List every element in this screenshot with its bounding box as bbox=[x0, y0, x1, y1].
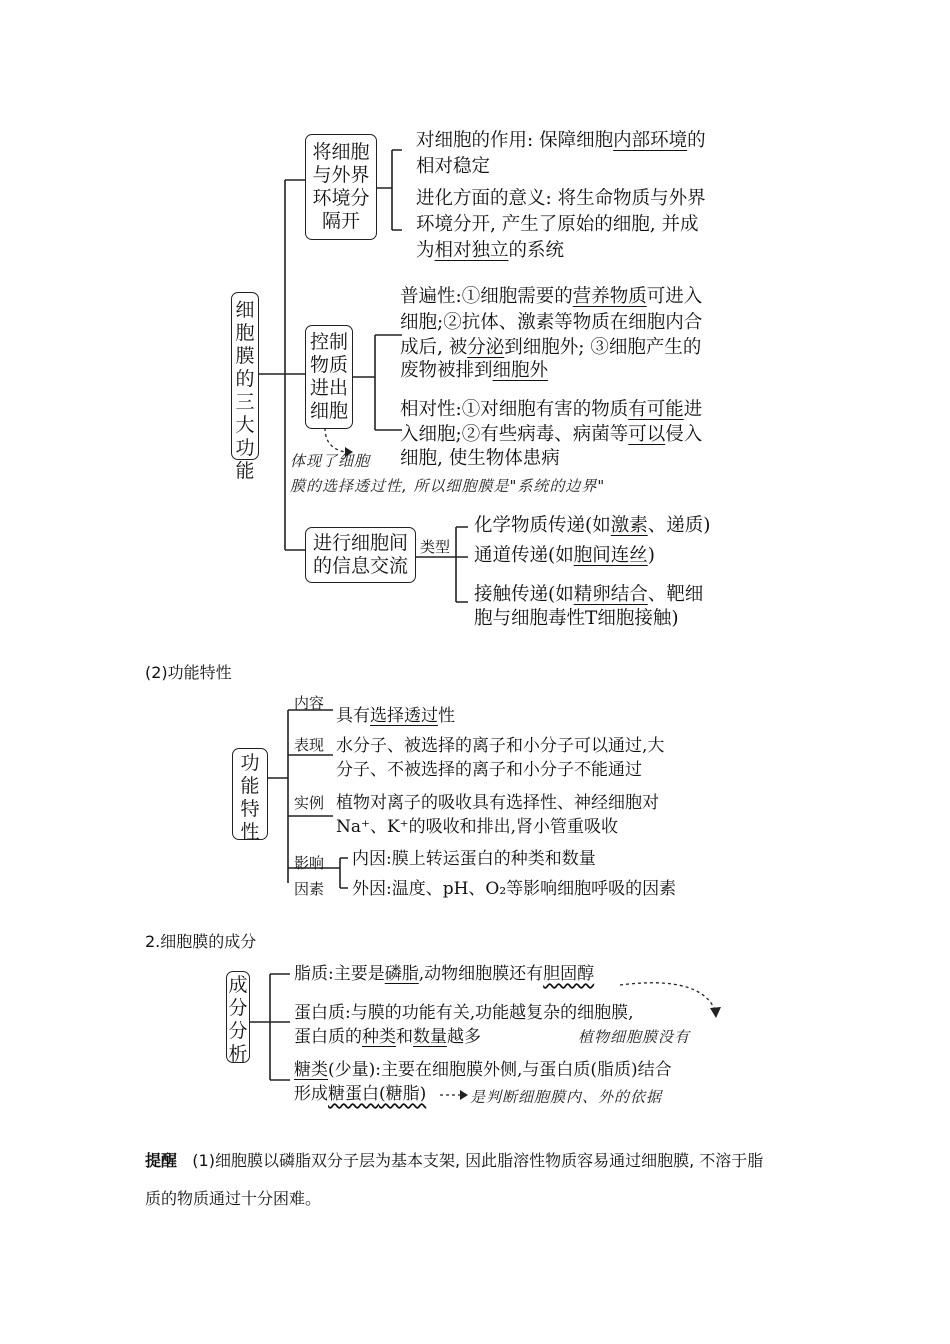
b2-p1b: 细胞;②抗体、激素等物质在细胞内合 bbox=[400, 312, 703, 333]
row-performance-a: 水分子、被选择的离子和小分子可以通过,大 bbox=[336, 736, 665, 756]
box-line: 环境分 bbox=[312, 187, 370, 209]
type-label: 类型 bbox=[420, 538, 451, 556]
box-line: 物质 bbox=[309, 354, 348, 376]
b1-line2a: 进化方面的意义: 将生命物质与外界 bbox=[416, 188, 706, 209]
root-box-component-analysis bbox=[226, 971, 250, 1063]
b1-line2c: 为相对独立的系统 bbox=[416, 240, 565, 261]
row-internal-factor: 内因:膜上转运蛋白的种类和数量 bbox=[352, 849, 596, 869]
box-line: 能 bbox=[240, 775, 260, 797]
reminder-line2: 质的物质通过十分困难。 bbox=[145, 1189, 322, 1208]
b2-p1d: 废物被排到细胞外 bbox=[400, 360, 549, 381]
branch-box-control bbox=[305, 325, 353, 429]
row-example-b: Na⁺、K⁺的吸收和排出,肾小管重吸收 bbox=[336, 817, 619, 837]
row-example-a: 植物对离子的吸收具有选择性、神经细胞对 bbox=[336, 793, 659, 813]
branch-box-communication bbox=[305, 527, 416, 583]
row-sugar-b: 形成糖蛋白(糖脂) bbox=[294, 1084, 427, 1104]
b1-line1b: 相对稳定 bbox=[416, 156, 491, 177]
row-protein-b: 蛋白质的种类和数量越多 bbox=[294, 1027, 481, 1047]
b3-item2: 通道传递(如胞间连丝) bbox=[474, 545, 655, 566]
b2-p2c: 细胞, 使生物体患病 bbox=[400, 448, 560, 469]
row-sugar-a: 糖类(少量):主要在细胞膜外侧,与蛋白质(脂质)结合 bbox=[294, 1060, 672, 1080]
row-protein-a: 蛋白质:与膜的功能有关,功能越复杂的细胞膜, bbox=[294, 1003, 634, 1023]
box-line: 成 bbox=[228, 974, 248, 996]
reminder-line1: 提醒 (1)细胞膜以磷脂双分子层为基本支架, 因此脂溶性物质容易通过细胞膜, 不溶于脂 bbox=[145, 1151, 764, 1170]
box-line: 与外界 bbox=[312, 164, 370, 186]
handwritten-note-plant: 植物细胞膜没有 bbox=[578, 1028, 691, 1046]
b3-item1: 化学物质传递(如激素、递质) bbox=[474, 515, 711, 536]
handwritten-note-1: 体现了细胞 bbox=[290, 452, 371, 470]
b2-p2b: 入细胞;②有些病毒、病菌等可以侵入 bbox=[400, 424, 703, 445]
root-box-functional-properties bbox=[232, 748, 268, 843]
b3-item3a: 接触传递(如精卵结合、靶细 bbox=[474, 584, 704, 605]
box-line: 功 bbox=[240, 752, 260, 774]
box-line: 控制 bbox=[309, 331, 348, 353]
label-influence-a: 影响 bbox=[294, 854, 325, 872]
box-line: 性 bbox=[240, 821, 260, 843]
handwritten-note-basis: 是判断细胞膜内、外的依据 bbox=[470, 1088, 663, 1106]
box-line: 析 bbox=[228, 1043, 248, 1065]
row-external-factor: 外因:温度、pH、O₂等影响细胞呼吸的因素 bbox=[352, 879, 677, 899]
row-content: 具有选择透过性 bbox=[336, 706, 455, 726]
section-heading-functional-properties: (2)功能特性 bbox=[145, 663, 232, 682]
box-line: 分 bbox=[228, 1020, 248, 1042]
label-performance: 表现 bbox=[294, 736, 325, 754]
row-lipid: 脂质:主要是磷脂,动物细胞膜还有胆固醇 bbox=[294, 964, 595, 984]
box-line: 进出 bbox=[309, 377, 348, 399]
b3-item3b: 胞与细胞毒性T细胞接触) bbox=[474, 608, 679, 629]
box-line: 将细胞 bbox=[312, 141, 370, 163]
reminder-label: 提醒 bbox=[145, 1151, 178, 1170]
b1-line1a: 对细胞的作用: 保障细胞内部环境的 bbox=[416, 130, 706, 151]
box-line: 的信息交流 bbox=[312, 555, 408, 577]
label-content: 内容 bbox=[294, 694, 325, 712]
b2-p2a: 相对性:①对细胞有害的物质有可能进 bbox=[400, 399, 703, 420]
box-line: 隔开 bbox=[321, 210, 360, 232]
label-example: 实例 bbox=[294, 794, 325, 812]
row-performance-b: 分子、不被选择的离子和小分子不能通过 bbox=[336, 760, 642, 780]
label-influence-b: 因素 bbox=[294, 880, 325, 898]
branch-box-separate bbox=[305, 134, 377, 240]
b2-p1c: 成后, 被分泌到细胞外; ③细胞产生的 bbox=[400, 337, 702, 358]
root-box-three-functions bbox=[231, 292, 259, 482]
handwritten-note-2: 膜的选择透过性, 所以细胞膜是"系统的边界" bbox=[290, 477, 606, 495]
box-line: 细胞 bbox=[309, 400, 348, 422]
root-label: 细胞膜的三大功能 bbox=[235, 299, 255, 482]
section-heading-membrane-components: 2.细胞膜的成分 bbox=[145, 932, 257, 951]
box-line: 分 bbox=[228, 997, 248, 1019]
b2-p1a: 普遍性:①细胞需要的营养物质可进入 bbox=[400, 286, 703, 307]
box-line: 进行细胞间 bbox=[312, 532, 408, 554]
b1-line2b: 环境分开, 产生了原始的细胞, 并成 bbox=[416, 214, 699, 235]
box-line: 特 bbox=[240, 798, 260, 820]
